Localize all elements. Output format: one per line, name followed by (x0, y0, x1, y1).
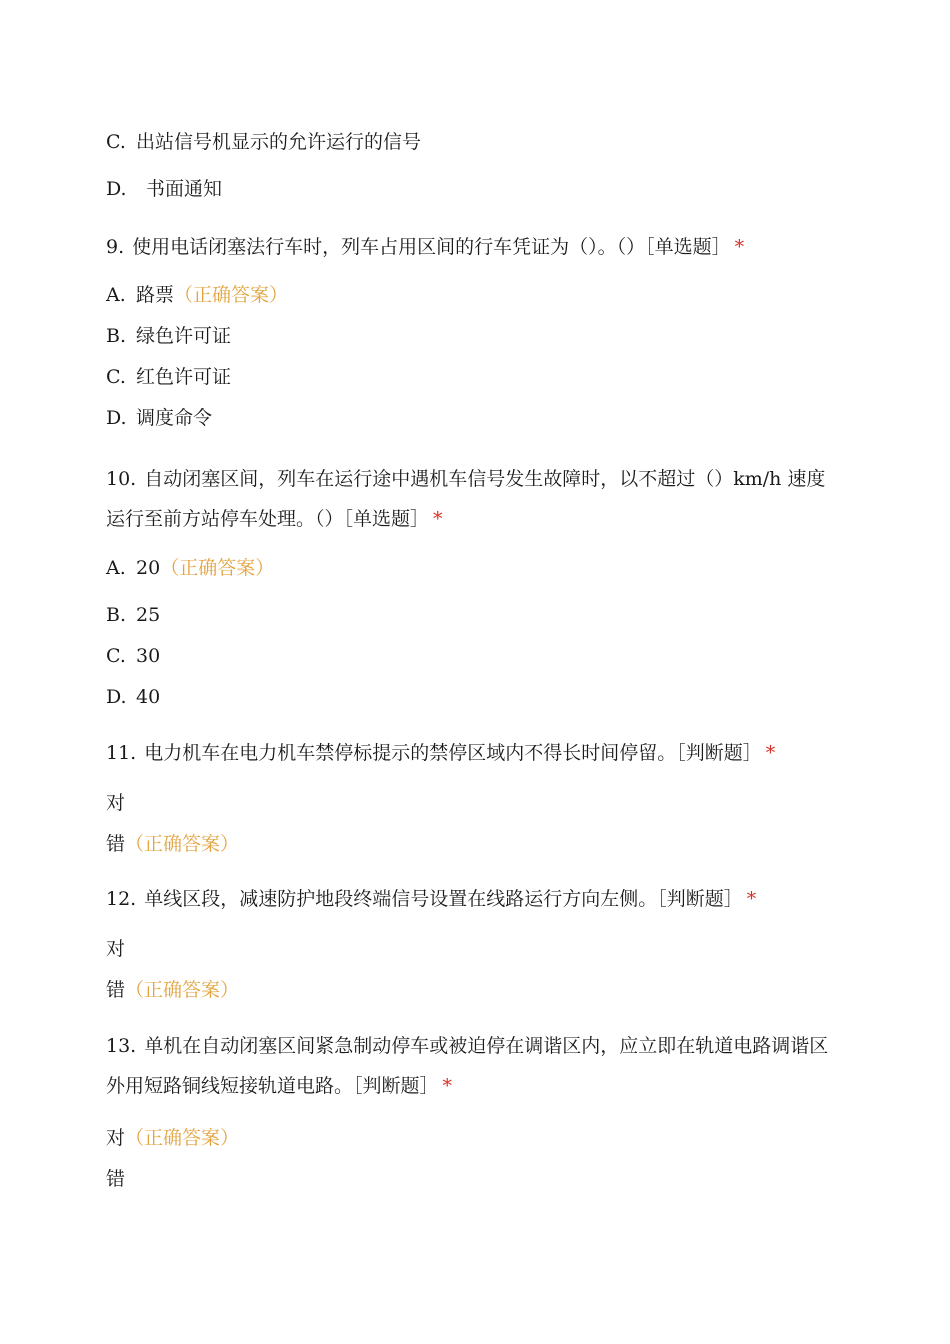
question-number: 12. (106, 888, 137, 910)
question-13 (106, 1026, 836, 1106)
correct-answer-tag: （正确答案） (125, 833, 240, 855)
question-text: 单线区段，减速防护地段终端信号设置在线路运行方向左侧。［判断题］ (144, 888, 743, 910)
question-9 (106, 235, 744, 259)
q9-option-d (106, 406, 212, 430)
option-c (106, 130, 421, 154)
question-text: 自动闭塞区间，列车在运行途中遇机车信号发生故障时，以不超过（）km/h 速度运行至前方站停车处理。（）［单选题］ (106, 468, 826, 530)
option-text: 出站信号机显示的允许运行的信号 (136, 131, 422, 153)
q11-option-false (106, 832, 239, 856)
q12-option-true (106, 937, 125, 961)
required-marker: * (442, 1075, 453, 1097)
option-text: 书面通知 (146, 178, 223, 200)
question-number: 11. (106, 742, 137, 764)
option-letter: D. (106, 686, 127, 708)
q11-option-true (106, 791, 125, 815)
option-text: 30 (136, 645, 161, 667)
question-11 (106, 741, 775, 765)
option-d (106, 177, 222, 201)
required-marker: * (765, 742, 776, 764)
option-text: 错 (106, 833, 126, 855)
option-letter: D. (106, 178, 127, 200)
option-letter: D. (106, 407, 127, 429)
correct-answer-tag: （正确答案） (125, 1127, 240, 1149)
option-text: 绿色许可证 (136, 325, 232, 347)
correct-answer-tag: （正确答案） (125, 979, 240, 1001)
option-letter: A. (106, 284, 126, 306)
option-letter: A. (106, 557, 126, 579)
option-text: 错 (106, 1168, 126, 1190)
q13-option-true (106, 1126, 239, 1150)
correct-answer-tag: （正确答案） (160, 557, 275, 579)
option-letter: C. (106, 645, 126, 667)
required-marker: * (746, 888, 757, 910)
correct-answer-tag: （正确答案） (174, 284, 289, 306)
option-letter: B. (106, 325, 127, 347)
option-text: 40 (136, 686, 161, 708)
q13-option-false (106, 1167, 125, 1191)
question-text: 使用电话闭塞法行车时，列车占用区间的行车凭证为（）。（）［单选题］ (132, 236, 731, 258)
option-text: 调度命令 (136, 407, 213, 429)
q10-option-a (106, 556, 274, 580)
q10-option-d (106, 685, 160, 709)
option-letter: C. (106, 131, 126, 153)
question-text: 单机在自动闭塞区间紧急制动停车或被迫停在调谐区内，应立即在轨道电路调谐区外用短路铜线短接轨道电路。［判断题］ (106, 1035, 829, 1097)
option-text: 对 (106, 938, 126, 960)
required-marker: * (734, 236, 745, 258)
q9-option-c (106, 365, 231, 389)
q10-option-c (106, 644, 160, 668)
question-12 (106, 887, 756, 911)
question-number: 13. (106, 1035, 137, 1057)
question-number: 10. (106, 468, 137, 490)
option-letter: C. (106, 366, 126, 388)
question-10 (106, 459, 836, 539)
option-letter: B. (106, 604, 127, 626)
question-text: 电力机车在电力机车禁停标提示的禁停区域内不得长时间停留。［判断题］ (144, 742, 762, 764)
option-text: 20 (136, 557, 161, 579)
option-text: 对 (106, 792, 126, 814)
question-number: 9. (106, 236, 125, 258)
option-text: 25 (136, 604, 161, 626)
required-marker: * (433, 508, 443, 530)
option-text: 对 (106, 1127, 126, 1149)
option-text: 错 (106, 979, 126, 1001)
q9-option-a (106, 283, 288, 307)
q9-option-b (106, 324, 231, 348)
q10-option-b (106, 603, 160, 627)
option-text: 路票 (136, 284, 175, 306)
q12-option-false (106, 978, 239, 1002)
option-text: 红色许可证 (136, 366, 232, 388)
